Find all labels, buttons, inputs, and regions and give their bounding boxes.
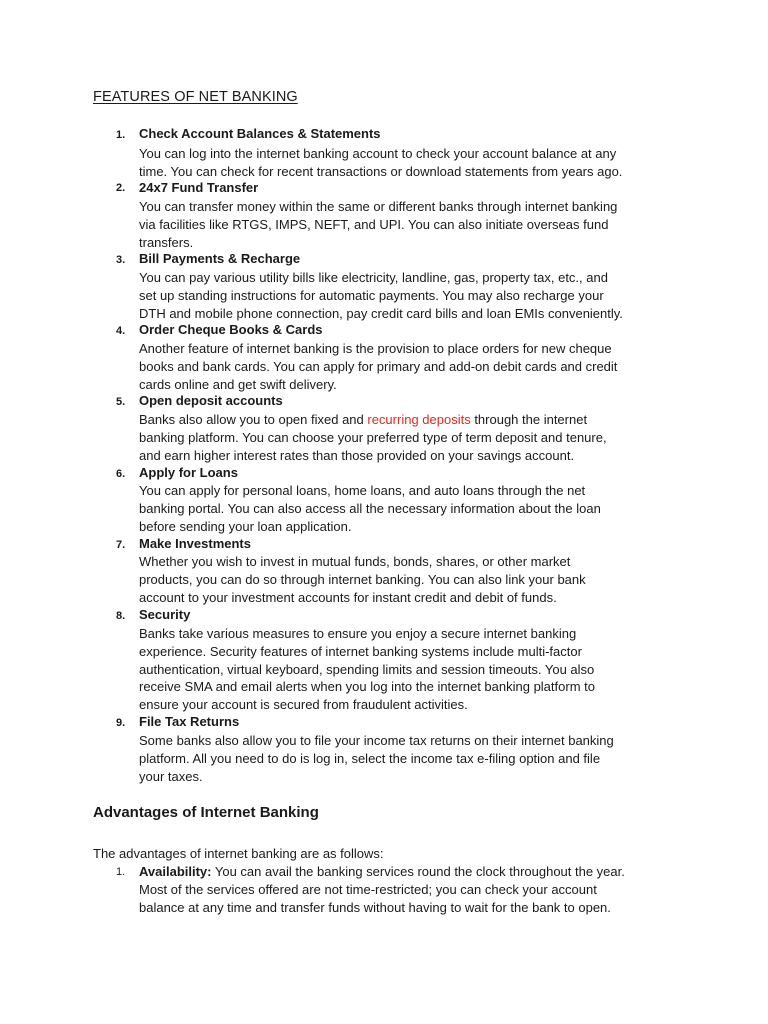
advantage-label: Availability: (139, 864, 212, 879)
feature-line: books and bank cards. You can apply for primary and add-on debit cards and credit (139, 358, 618, 374)
line-text: You can avail the banking services round the clock throughout the year. (211, 864, 625, 879)
feature-line: receive SMA and email alerts when you log into the internet banking platform to (139, 679, 595, 695)
feature-title-4: Order Cheque Books & Cards (139, 322, 323, 337)
feature-title-9: File Tax Returns (139, 714, 240, 729)
feature-line: transfers. (139, 234, 194, 250)
feature-line: and earn higher interest rates than those provided on your savings account. (139, 447, 575, 463)
list-number-6: 6. (116, 468, 126, 480)
feature-body-6 (139, 482, 679, 535)
feature-body-5 (139, 411, 679, 464)
feature-title-2: 24x7 Fund Transfer (139, 180, 259, 195)
feature-line (139, 411, 679, 429)
features-heading: FEATURES OF NET BANKING (93, 89, 298, 105)
feature-title-1: Check Account Balances & Statements (139, 126, 381, 141)
line-text: through the internet (470, 412, 588, 427)
feature-line: Another feature of internet banking is the provision to place orders for new cheque (139, 341, 612, 356)
feature-body-4 (139, 340, 679, 393)
recurring-deposits-link[interactable]: recurring deposits (367, 412, 471, 427)
feature-line: account to your investment accounts for instant credit and debit of funds. (139, 589, 557, 605)
feature-line: via facilities like RTGS, IMPS, NEFT, and UPI. You can also initiate overseas fund (139, 216, 609, 232)
feature-line: products, you can do so through internet banking. You can also link your bank (139, 571, 586, 587)
advantage-line: Most of the services offered are not time-restricted; you can check your account (139, 881, 597, 897)
feature-line: You can transfer money within the same or different banks through internet banking (139, 199, 618, 214)
list-number-9: 9. (116, 717, 126, 729)
feature-line: You can apply for personal loans, home loans, and auto loans through the net (139, 483, 586, 498)
feature-body-1 (139, 145, 679, 181)
feature-title-3: Bill Payments & Recharge (139, 251, 301, 266)
feature-title-7: Make Investments (139, 536, 251, 551)
feature-line: Banks take various measures to ensure you enjoy a secure internet banking (139, 626, 577, 641)
feature-body-8 (139, 625, 679, 714)
feature-line: authentication, virtual keyboard, spending limits and session timeouts. You also (139, 661, 595, 677)
advantage-line (139, 863, 625, 881)
advantages-intro: The advantages of internet banking are as follows: (93, 846, 384, 861)
feature-line: banking portal. You can also access all the necessary information about the loan (139, 500, 601, 516)
advantages-heading: Advantages of Internet Banking (93, 804, 319, 821)
list-number-7: 7. (116, 539, 126, 551)
advantage-body-1 (139, 863, 625, 916)
list-number-8: 8. (116, 610, 126, 622)
list-number-2: 2. (116, 182, 126, 194)
list-number-3: 3. (116, 254, 126, 266)
feature-line: ensure your account is secured from fraudulent activities. (139, 697, 468, 713)
line-text: Banks also allow you to open fixed and (139, 412, 368, 427)
feature-line: banking platform. You can choose your preferred type of term deposit and tenure, (139, 429, 607, 445)
advantage-number-1: 1. (116, 866, 126, 878)
feature-line: cards online and get swift delivery. (139, 376, 337, 392)
feature-body-9 (139, 732, 679, 785)
list-number-5: 5. (116, 396, 126, 408)
feature-line: DTH and mobile phone connection, pay credit card bills and loan EMIs conveniently. (139, 305, 623, 321)
list-number-1: 1. (116, 129, 126, 141)
feature-line: time. You can check for recent transactions or download statements from years ago. (139, 163, 623, 179)
feature-line: You can pay various utility bills like electricity, landline, gas, property tax, etc., and (139, 270, 608, 285)
feature-title-5: Open deposit accounts (139, 393, 283, 408)
feature-line: before sending your loan application. (139, 518, 352, 534)
feature-title-6: Apply for Loans (139, 465, 238, 480)
list-number-4: 4. (116, 325, 126, 337)
feature-body-3 (139, 269, 679, 322)
feature-body-7 (139, 553, 679, 606)
feature-line: experience. Security features of internet banking systems include multi-factor (139, 643, 582, 659)
feature-body-2 (139, 198, 679, 251)
feature-line: your taxes. (139, 768, 203, 784)
feature-line: set up standing instructions for automatic payments. You may also recharge your (139, 287, 604, 303)
feature-line: Some banks also allow you to file your income tax returns on their internet banking (139, 733, 614, 748)
feature-line: Whether you wish to invest in mutual funds, bonds, shares, or other market (139, 554, 571, 569)
feature-line: platform. All you need to do is log in, select the income tax e-filing option and file (139, 750, 601, 766)
advantage-line: balance at any time and transfer funds without having to wait for the bank to open. (139, 899, 611, 915)
feature-line: You can log into the internet banking account to check your account balance at any (139, 146, 617, 161)
feature-title-8: Security (139, 607, 191, 622)
